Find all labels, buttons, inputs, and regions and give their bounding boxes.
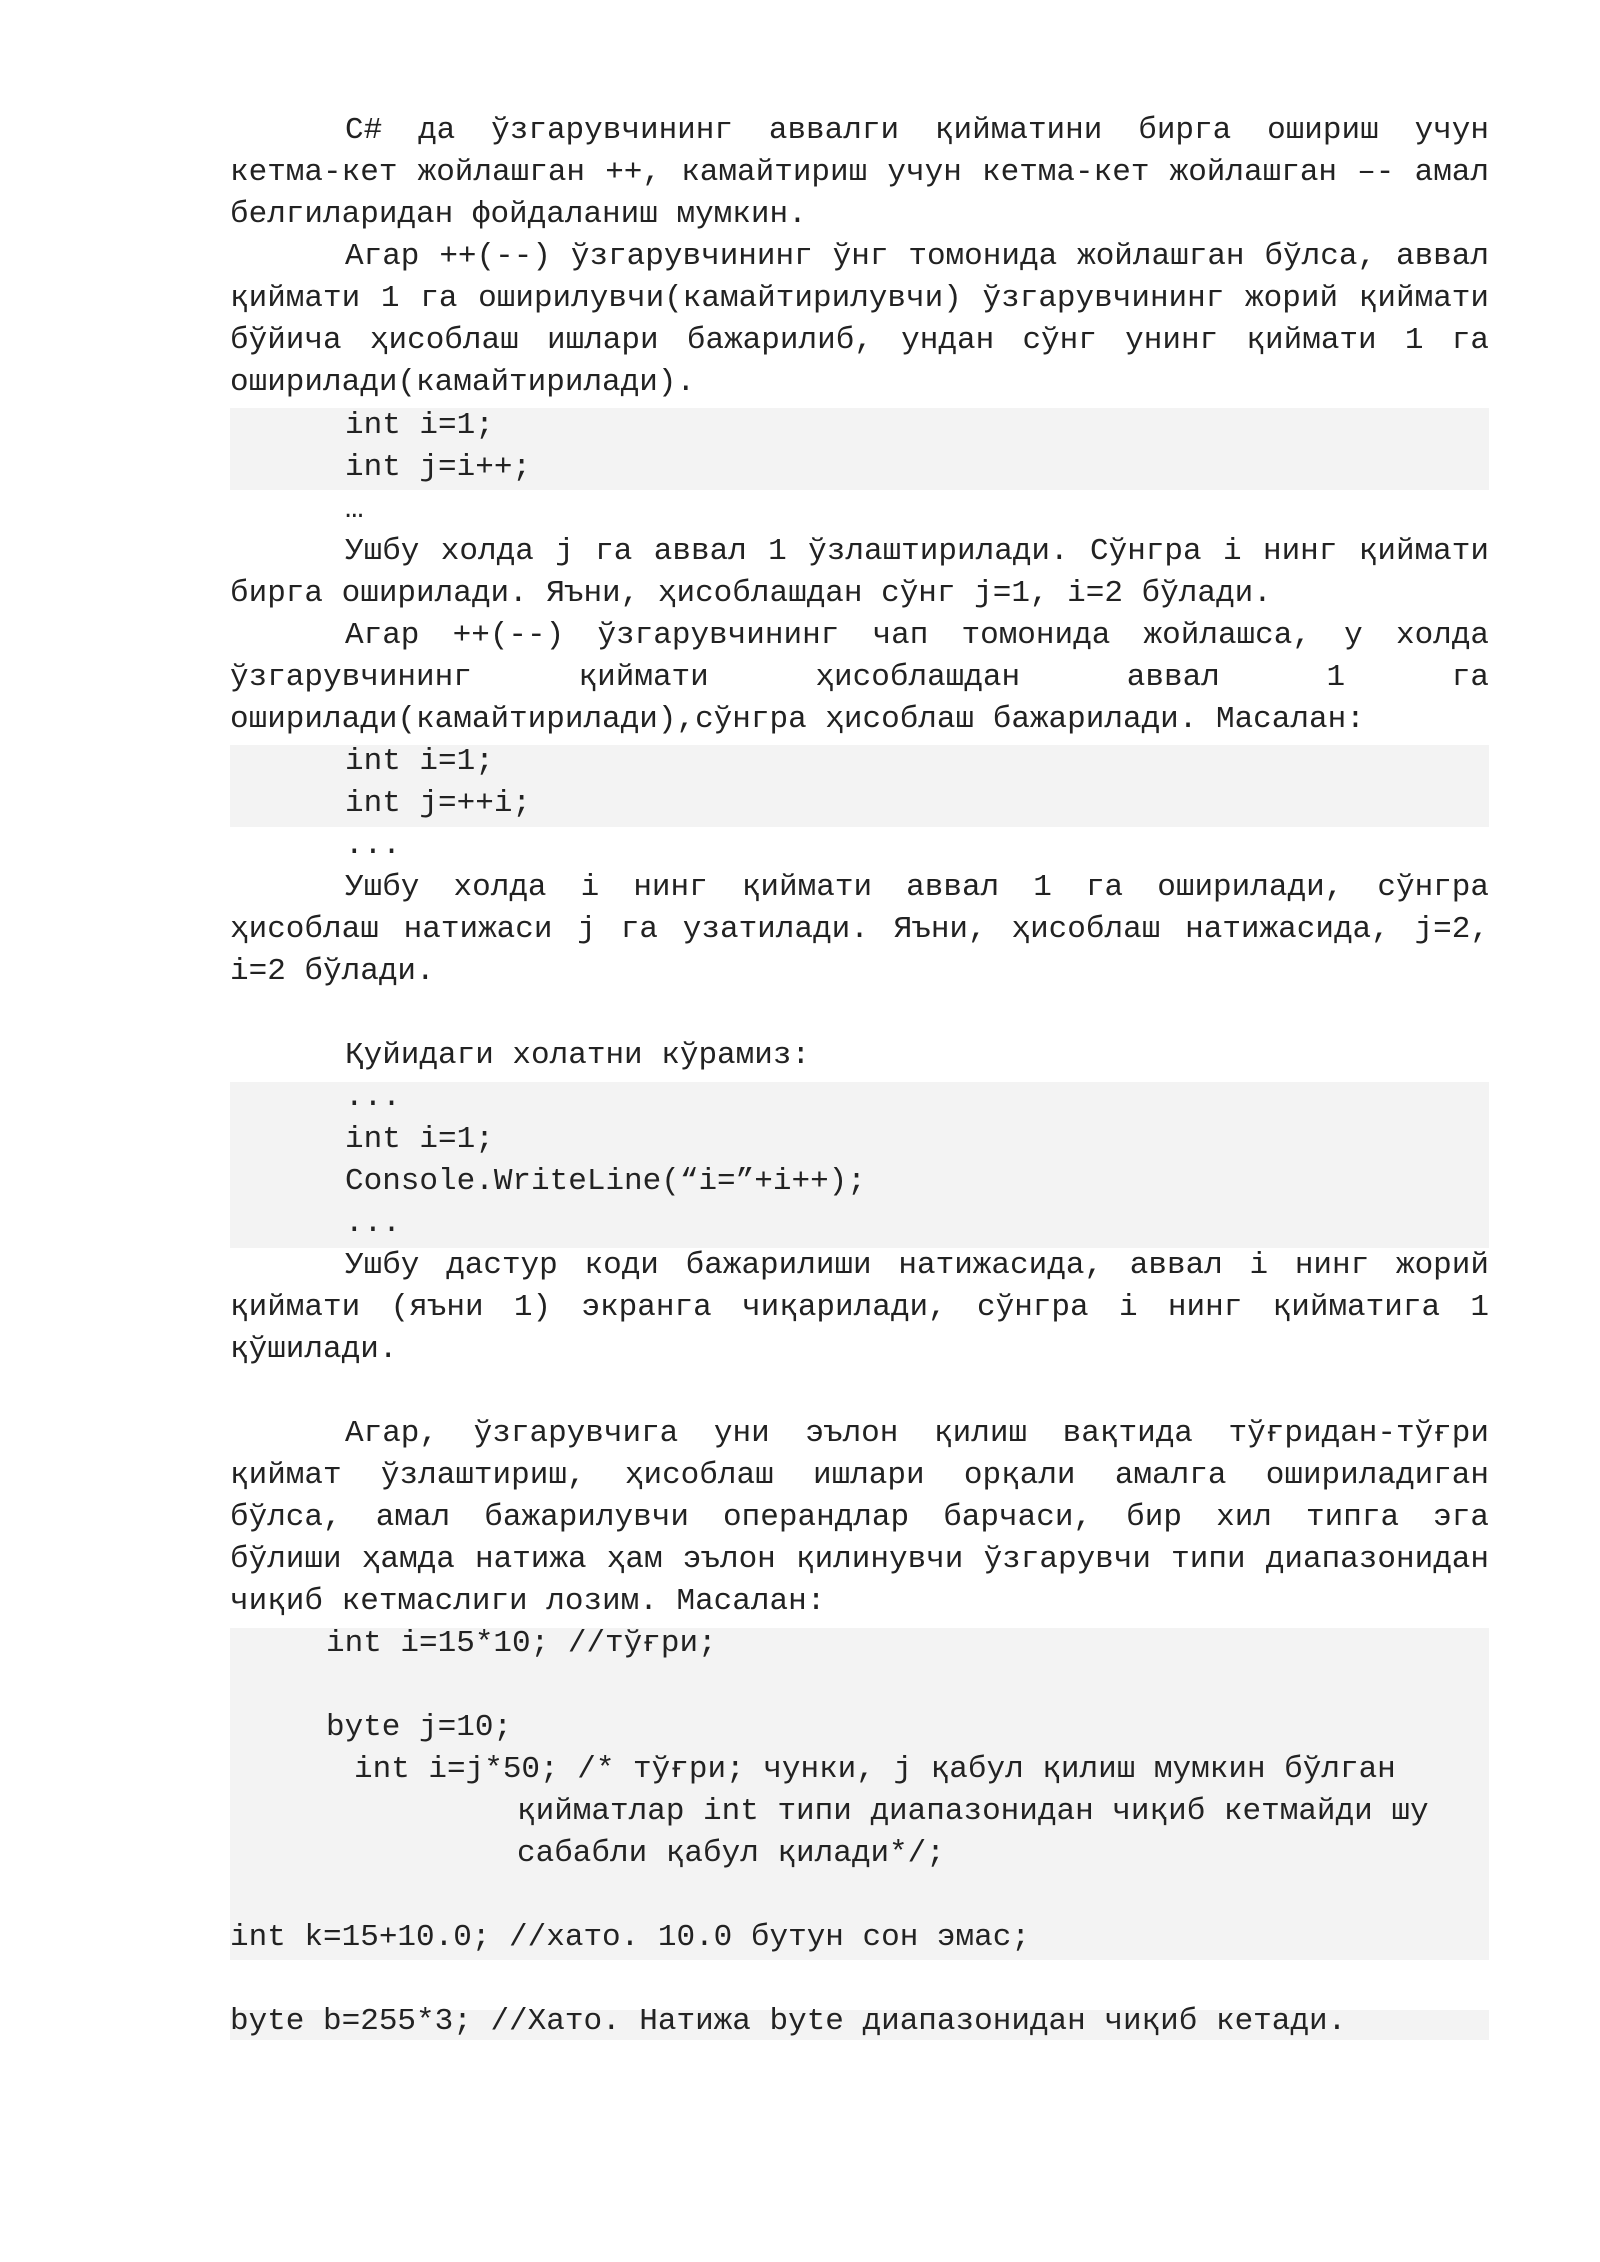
code-line: ...: [345, 828, 401, 863]
paragraph: Ушбу холда j га аввал 1 ўзлаштирилади. Сўнгра i нинг қиймати бирга оширилади. Яъни, ҳисоблашдан сўнг j=1, i=2 бўлади.: [230, 534, 1489, 611]
paragraph: Агар ++(--) ўзгарувчининг чап томонида жойлашса, у холда ўзгарувчининг қиймати ҳисоблашдан аввал 1 га оширилади(камайтирилади),сўнгра ҳисоблаш бажарилади. Масалан:: [230, 618, 1489, 737]
code-line: int i=1;: [345, 408, 494, 443]
paragraph: Ушбу дастур коди бажарилиши натижасида, аввал i нинг жорий қиймати (яъни 1) экранга чиқарилади, сўнгра i нинг қийматига 1 қўшилади.: [230, 1248, 1489, 1367]
paragraph: Ушбу холда i нинг қиймати аввал 1 га оширилади, сўнгра ҳисоблаш натижаси j га узатилади. Яъни, ҳисоблаш натижасида, j=2, i=2 бўлади.: [230, 870, 1489, 989]
code-line: int i=15*10; //тўғри;: [326, 1626, 717, 1661]
code-line: int i=1;: [345, 744, 494, 779]
paragraph: Агар ++(--) ўзгарувчининг ўнг томонида жойлашган бўлса, аввал қиймати 1 га оширилувчи(камайтирилувчи) ўзгарувчининг жорий қиймати бўйича ҳисоблаш ишлари бажарилиб, ундан сўнг унинг қиймати 1 га оширилади(камайтирилади).: [230, 239, 1489, 400]
paragraph: C# да ўзгарувчининг аввалги қийматини бирга ошириш учун кетма-кет жойлашган ++, камайтириш учун кетма-кет жойлашган –- амал белгиларидан фойдаланиш мумкин.: [230, 113, 1489, 232]
code-line: int i=1;: [345, 1122, 494, 1157]
code-line: …: [345, 492, 364, 527]
code-line: ...: [345, 1206, 401, 1241]
code-line: int j=++i;: [345, 786, 532, 821]
paragraph: Агар, ўзгарувчига уни эълон қилиш вақтида тўғридан-тўғри қиймат ўзлаштириш, ҳисоблаш ишлари орқали амалга ошириладиган бўлса, амал бажарилувчи операндлар барчаси, бир хил типга эга бўлиши ҳамда натижа ҳам эълон қилинувчи ўзгарувчи типи диапазонидан чиқиб кетмаслиги лозим. Масалан:: [230, 1416, 1489, 1619]
code-line: Console.WriteLine(“i=”+i++);: [345, 1164, 866, 1199]
code-line: сабабли қабул қилади*/;: [517, 1836, 945, 1871]
code-line: int k=15+10.0; //хато. 10.0 бутун сон эмас;: [230, 1920, 1030, 1955]
paragraph: Қуйидаги холатни кўрамиз:: [345, 1038, 811, 1073]
code-line: int i=j*50; /* тўғри; чунки, j қабул қилиш мумкин бўлган: [354, 1752, 1396, 1787]
code-line: byte b=255*3; //Хато. Натижа byte диапазонидан чиқиб кетади.: [230, 2004, 1347, 2039]
code-line: byte j=10;: [326, 1710, 513, 1745]
code-line: ...: [345, 1080, 401, 1115]
code-line: қийматлар int типи диапазонидан чиқиб кетмайди шу: [517, 1794, 1429, 1829]
code-line: int j=i++;: [345, 450, 532, 485]
